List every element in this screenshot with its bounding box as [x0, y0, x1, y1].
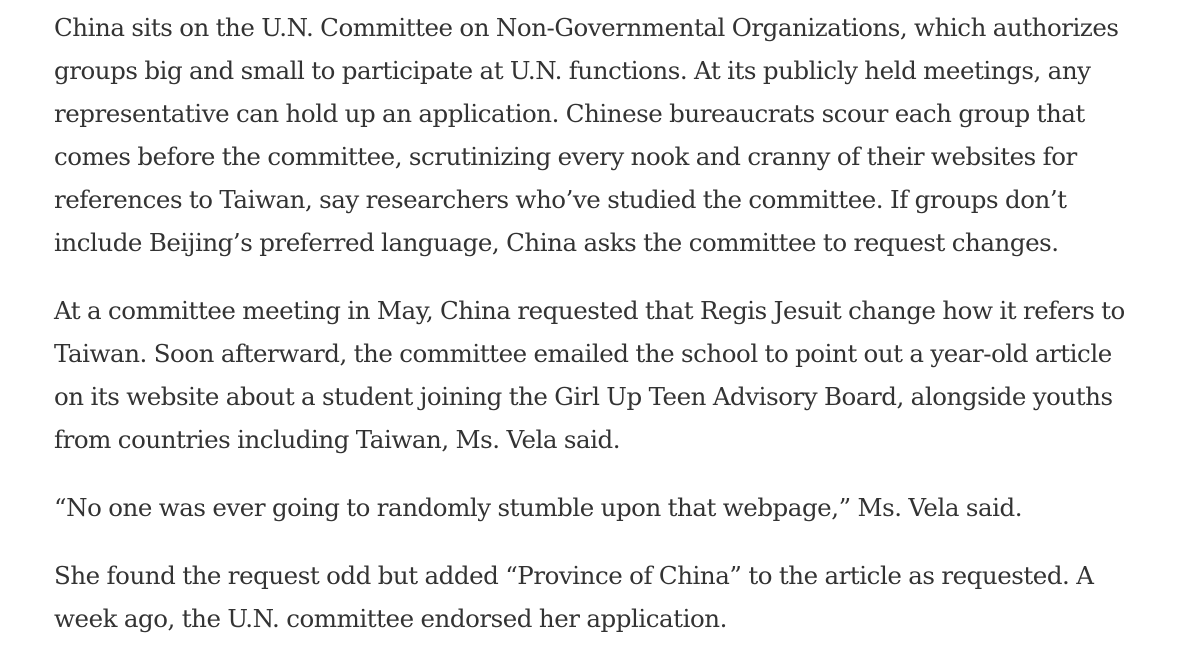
text-line: Taiwan. Soon afterward, the committee emailed the school to point out a year-old article — [54, 339, 1112, 368]
text-line: include Beijing’s preferred language, China asks the committee to request changes. — [54, 228, 1059, 257]
text-line: representative can hold up an application. Chinese bureaucrats scour each group that — [54, 99, 1085, 128]
text-line: from countries including Taiwan, Ms. Vela said. — [54, 425, 621, 454]
article-body — [54, 6, 1174, 665]
paragraph-committee-meeting — [54, 289, 1174, 461]
paragraph-quote — [54, 486, 1174, 529]
text-line: China sits on the U.N. Committee on Non-Governmental Organizations, which authorizes — [54, 13, 1119, 42]
paragraph-china-committee — [54, 6, 1174, 264]
text-line: week ago, the U.N. committee endorsed her application. — [54, 604, 727, 633]
text-line: groups big and small to participate at U.N. functions. At its publicly held meetings, any — [54, 56, 1091, 85]
text-line: At a committee meeting in May, China requested that Regis Jesuit change how it refers to — [54, 296, 1125, 325]
text-line: references to Taiwan, say researchers who’ve studied the committee. If groups don’t — [54, 185, 1067, 214]
paragraph-request-outcome — [54, 554, 1174, 640]
text-line: on its website about a student joining the Girl Up Teen Advisory Board, alongside youths — [54, 382, 1113, 411]
text-line: She found the request odd but added “Province of China” to the article as requested. A — [54, 561, 1094, 590]
text-line: comes before the committee, scrutinizing every nook and cranny of their websites for — [54, 142, 1077, 171]
text-line: “No one was ever going to randomly stumble upon that webpage,” Ms. Vela said. — [54, 493, 1023, 522]
